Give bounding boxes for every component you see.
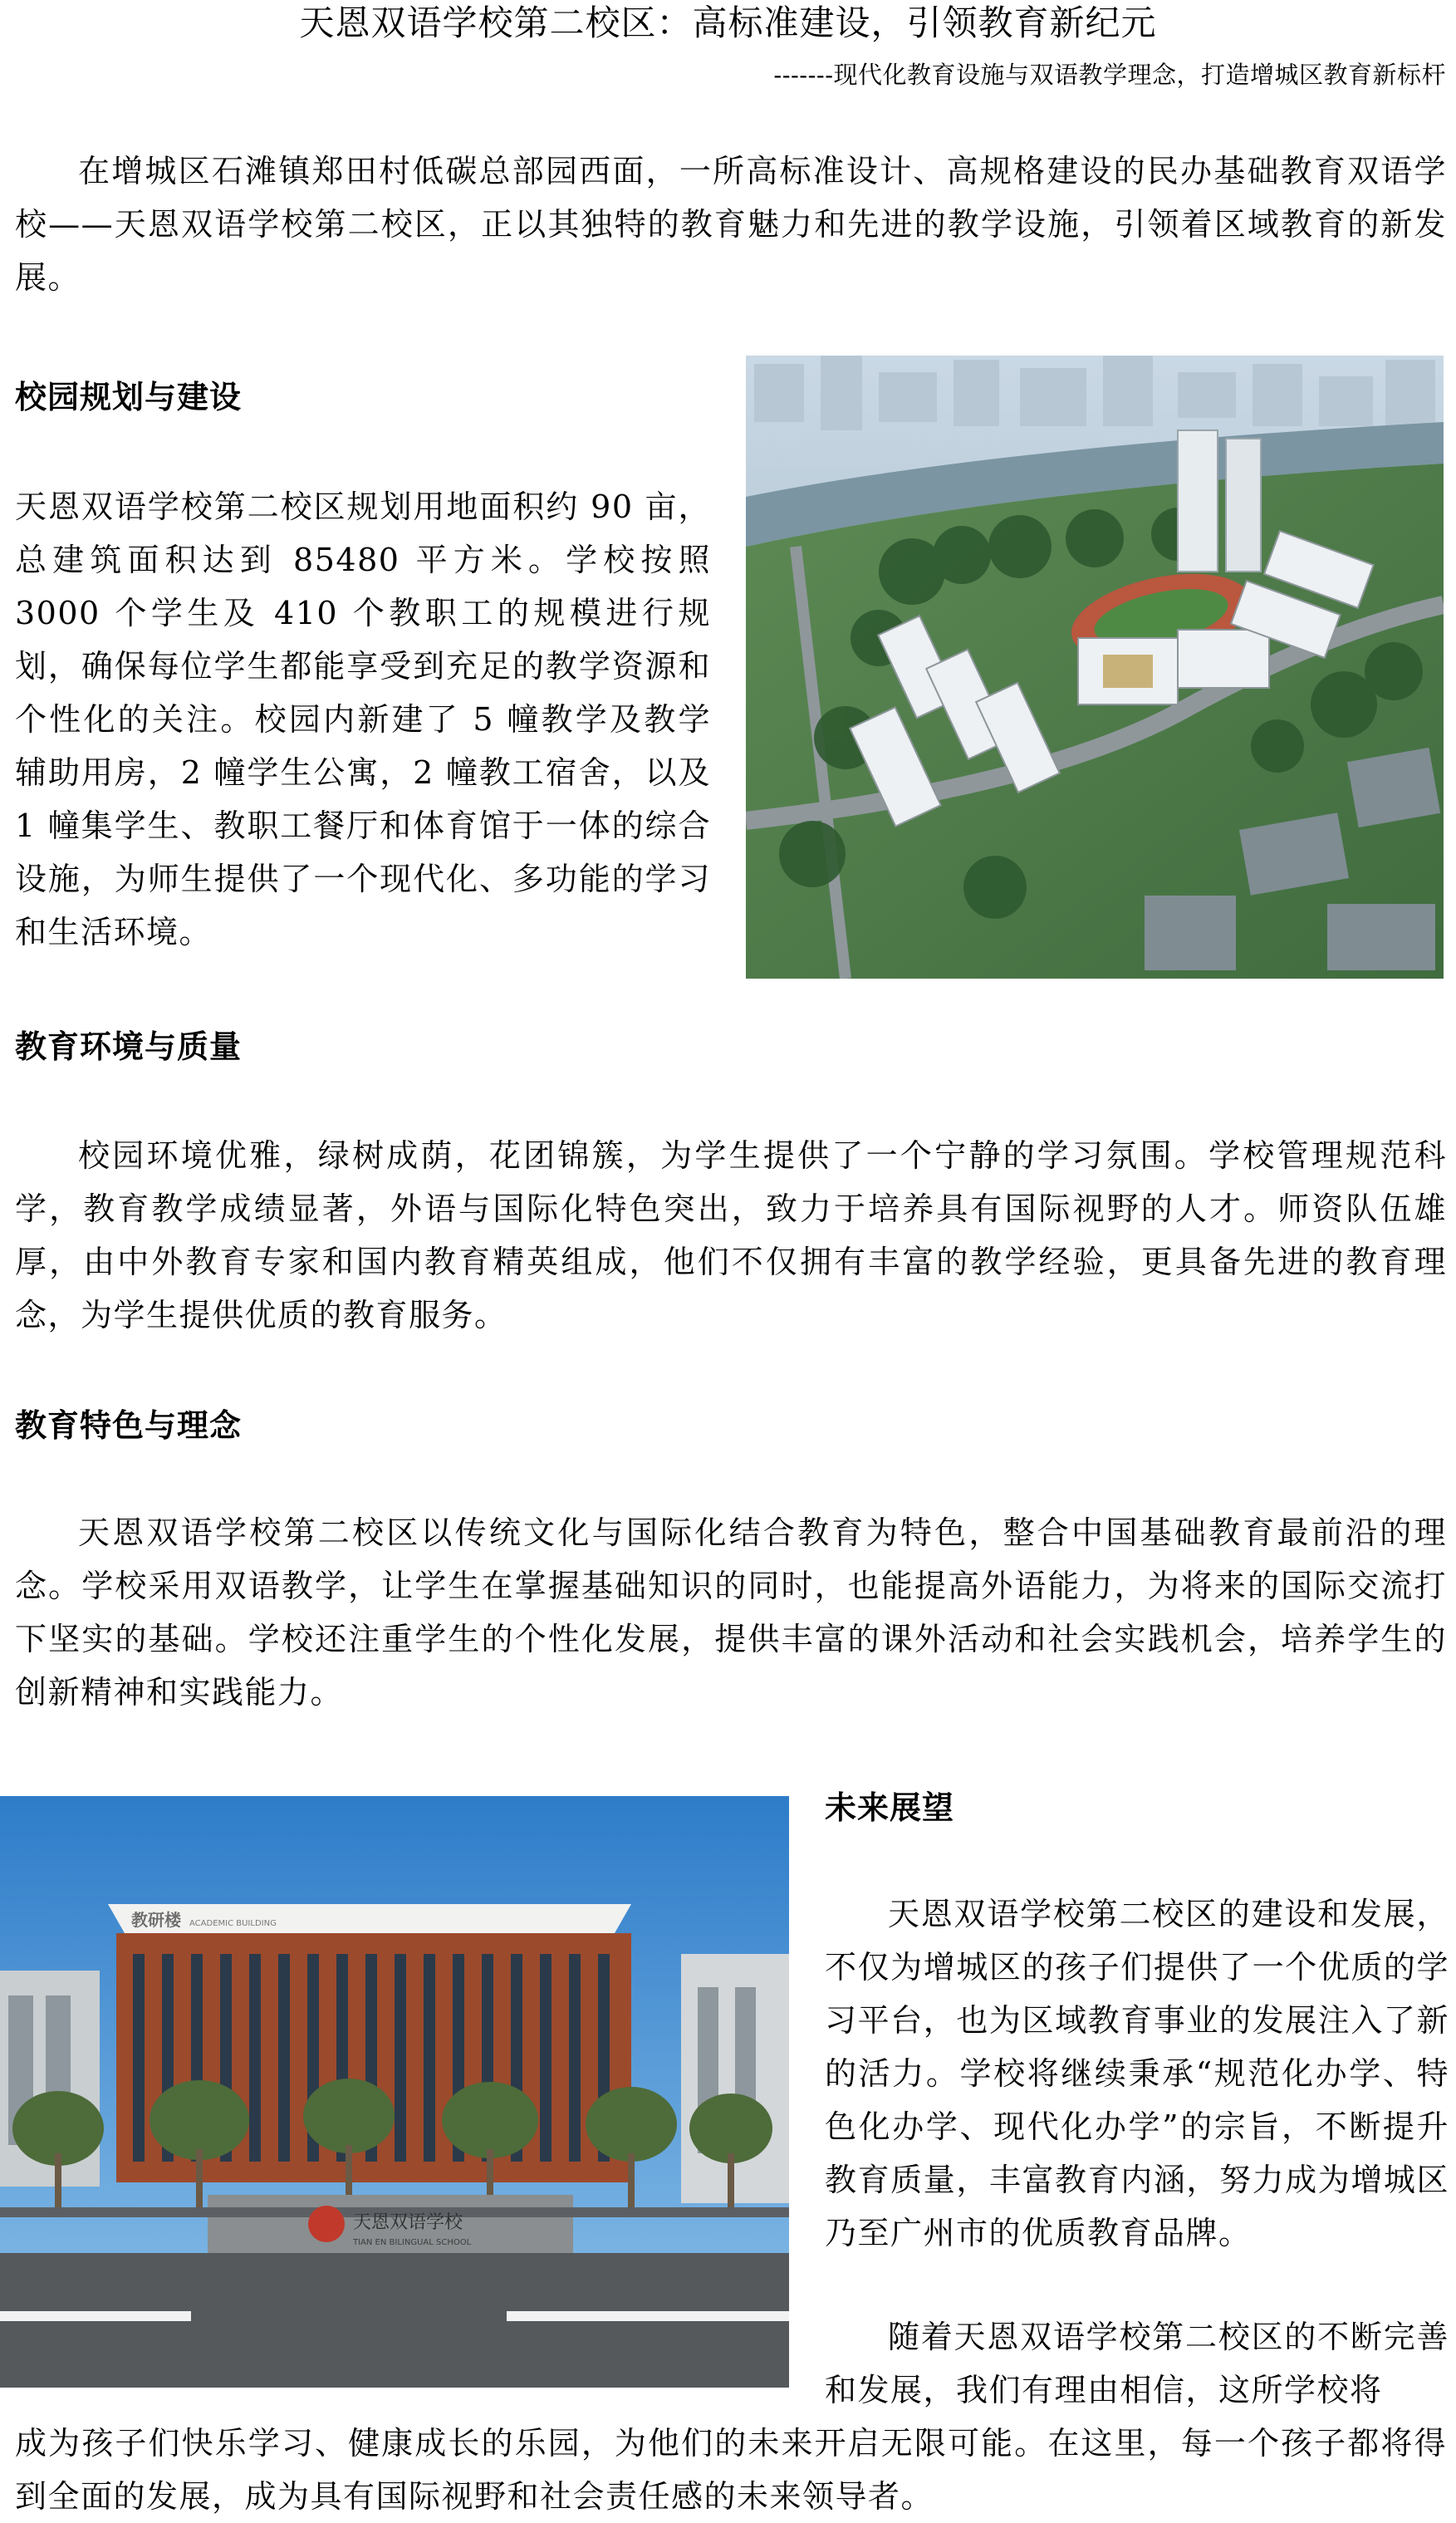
academic-building-photo	[0, 1796, 789, 2388]
building-sign-en: ACADEMIC BUILDING	[189, 1919, 277, 1928]
section-heading-outlook: 未来展望	[825, 1789, 955, 1826]
building-sign-cn: 教研楼	[131, 1910, 181, 1930]
section-heading-environment: 教育环境与质量	[15, 1028, 243, 1065]
section-body-planning: 天恩双语学校第二校区规划用地面积约 90 亩，总建筑面积达到 85480 平方米。学校按照 3000 个学生及 410 个教职工的规模进行规划，确保每位学生都能享受到充足的教学资源和个性化的关注。校园内新建了 5 幢教学及教学辅助用房，2 幢学生公寓，2 幢教工宿舍，以及 1 幢集学生、教职工餐厅和体育馆于一体的综合设施，为师生提供了一个现代化、多功能的学习和生活环境。	[15, 488, 711, 950]
wall-school-name: 天恩双语学校	[353, 2212, 463, 2233]
section-heading-planning: 校园规划与建设	[15, 379, 243, 415]
page-title: 天恩双语学校第二校区：高标准建设，引领教育新纪元	[299, 2, 1157, 43]
section-body-philosophy: 天恩双语学校第二校区以传统文化与国际化结合教育为特色，整合中国基础教育最前沿的理念。学校采用双语教学，让学生在掌握基础知识的同时，也能提高外语能力，为将来的国际交流打下坚实的基础。学校还注重学生的个性化发展，提供丰富的课外活动和社会实践机会，培养学生的创新精神和实践能力。	[15, 1514, 1447, 1711]
section-body-outlook-1: 天恩双语学校第二校区的建设和发展，不仅为增城区的孩子们提供了一个优质的学习平台，也为区域教育事业的发展注入了新的活力。学校将继续秉承“规范化办学、特色化办学、现代化办学”的宗旨，不断提升教育质量，丰富教育内涵，努力成为增城区乃至广州市的优质教育品牌。	[825, 1896, 1449, 2251]
section-heading-philosophy: 教育特色与理念	[15, 1407, 243, 1444]
campus-aerial-image	[746, 356, 1444, 979]
intro-paragraph: 在增城区石滩镇郑田村低碳总部园西面，一所高标准设计、高规格建设的民办基础教育双语学校——天恩双语学校第二校区，正以其独特的教育魅力和先进的教学设施，引领着区域教育的新发展。	[15, 153, 1447, 296]
wall-school-name-en: TIAN EN BILINGUAL SCHOOL	[353, 2238, 472, 2247]
section-body-outlook-2a: 随着天恩双语学校第二校区的不断完善和发展，我们有理由相信，这所学校将	[825, 2319, 1449, 2408]
section-body-environment: 校园环境优雅，绿树成荫，花团锦簇，为学生提供了一个宁静的学习氛围。学校管理规范科学，教育教学成绩显著，外语与国际化特色突出，致力于培养具有国际视野的人才。师资队伍雄厚，由中外教育专家和国内教育精英组成，他们不仅拥有丰富的教学经验，更具备先进的教育理念，为学生提供优质的教育服务。	[15, 1137, 1447, 1333]
page-subtitle: -------现代化教育设施与双语教学理念，打造增城区教育新标杆	[773, 61, 1446, 89]
section-body-outlook-2b: 成为孩子们快乐学习、健康成长的乐园，为他们的未来开启无限可能。在这里，每一个孩子都将得到全面的发展，成为具有国际视野和社会责任感的未来领导者。	[15, 2425, 1447, 2515]
